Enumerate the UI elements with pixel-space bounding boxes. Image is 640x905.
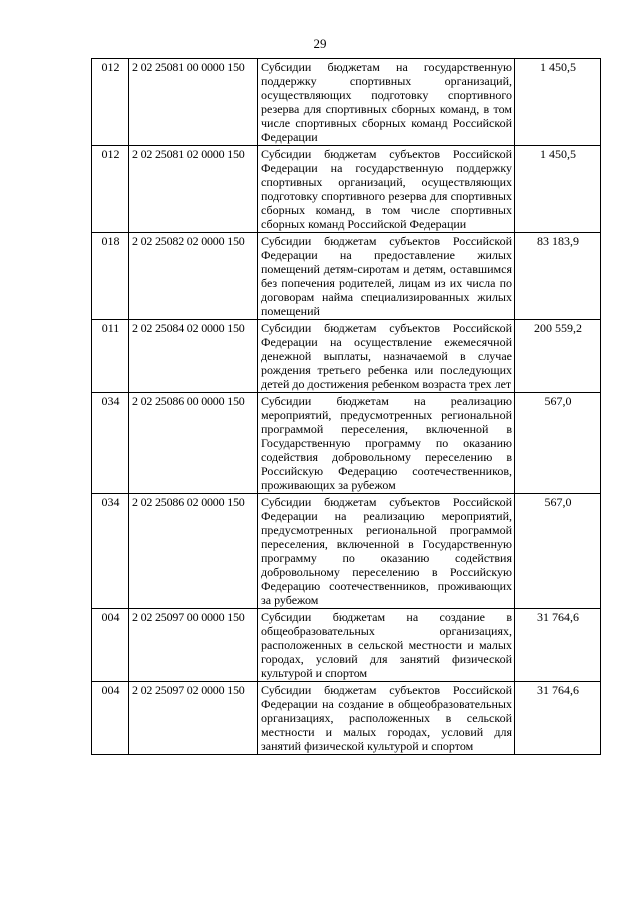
amount-cell: 567,0 — [515, 393, 601, 494]
revenue-name-cell: Субсидии бюджетам субъектов Российской Федерации на предоставление жилых помещений детям-сиротам и детям, оставшимся без попечения родителей, лицам из их числа по договорам найма специализированных жилых помещений — [258, 233, 515, 320]
admin-code-cell: 012 — [92, 146, 129, 233]
page-number: 29 — [313, 36, 327, 51]
amount-cell: 200 559,2 — [515, 320, 601, 393]
admin-code-cell: 034 — [92, 494, 129, 609]
admin-code-cell: 004 — [92, 609, 129, 682]
admin-code-cell: 034 — [92, 393, 129, 494]
table-row — [92, 609, 601, 682]
table-row — [92, 494, 601, 609]
budget-code-cell: 2 02 25081 02 0000 150 — [129, 146, 258, 233]
admin-code-cell: 018 — [92, 233, 129, 320]
amount-cell: 31 764,6 — [515, 682, 601, 755]
table-row — [92, 233, 601, 320]
table-row — [92, 682, 601, 755]
budget-code-cell: 2 02 25082 02 0000 150 — [129, 233, 258, 320]
admin-code-cell: 012 — [92, 59, 129, 146]
amount-cell: 31 764,6 — [515, 609, 601, 682]
revenue-name-cell: Субсидии бюджетам на реализацию мероприятий, предусмотренных региональной программой переселения, включенной в Государственную программу по оказанию содействия добровольному переселению в Российскую Федерацию соотечественников, проживающих за рубежом — [258, 393, 515, 494]
table-row — [92, 393, 601, 494]
budget-code-cell: 2 02 25097 02 0000 150 — [129, 682, 258, 755]
revenue-name-cell: Субсидии бюджетам на государственную поддержку спортивных организаций, осуществляющих подготовку спортивного резерва для спортивных сборных команд, в том числе спортивных сборных команд Российской Федерации — [258, 59, 515, 146]
revenue-name-cell: Субсидии бюджетам субъектов Российской Федерации на создание в общеобразовательных организациях, расположенных в сельской местности и малых городах, условий для занятий физической культурой и спортом — [258, 682, 515, 755]
table-row — [92, 320, 601, 393]
revenue-name-cell: Субсидии бюджетам субъектов Российской Федерации на осуществление ежемесячной денежной выплаты, назначаемой в случае рождения третьего ребенка или последующих детей до достижения ребенком возраста трех лет — [258, 320, 515, 393]
amount-cell: 567,0 — [515, 494, 601, 609]
amount-cell: 1 450,5 — [515, 146, 601, 233]
admin-code-cell: 011 — [92, 320, 129, 393]
revenue-name-cell: Субсидии бюджетам субъектов Российской Федерации на государственную поддержку спортивных организаций, осуществляющих подготовку спортивного резерва для спортивных сборных команд, в том числе спортивных сборных команд Российской Федерации — [258, 146, 515, 233]
budget-revenue-table — [91, 58, 601, 755]
amount-cell: 83 183,9 — [515, 233, 601, 320]
budget-code-cell: 2 02 25086 02 0000 150 — [129, 494, 258, 609]
revenue-name-cell: Субсидии бюджетам на создание в общеобразовательных организациях, расположенных в сельской местности и малых городах, условий для занятий физической культурой и спортом — [258, 609, 515, 682]
table-row — [92, 59, 601, 146]
budget-code-cell: 2 02 25097 00 0000 150 — [129, 609, 258, 682]
budget-code-cell: 2 02 25086 00 0000 150 — [129, 393, 258, 494]
amount-cell: 1 450,5 — [515, 59, 601, 146]
budget-code-cell: 2 02 25084 02 0000 150 — [129, 320, 258, 393]
budget-code-cell: 2 02 25081 00 0000 150 — [129, 59, 258, 146]
table-row — [92, 146, 601, 233]
revenue-name-cell: Субсидии бюджетам субъектов Российской Федерации на реализацию мероприятий, предусмотренных региональной программой переселения, включенной в Государственную программу по оказанию содействия добровольному переселению в Российскую Федерацию соотечественников, проживающих за рубежом — [258, 494, 515, 609]
admin-code-cell: 004 — [92, 682, 129, 755]
